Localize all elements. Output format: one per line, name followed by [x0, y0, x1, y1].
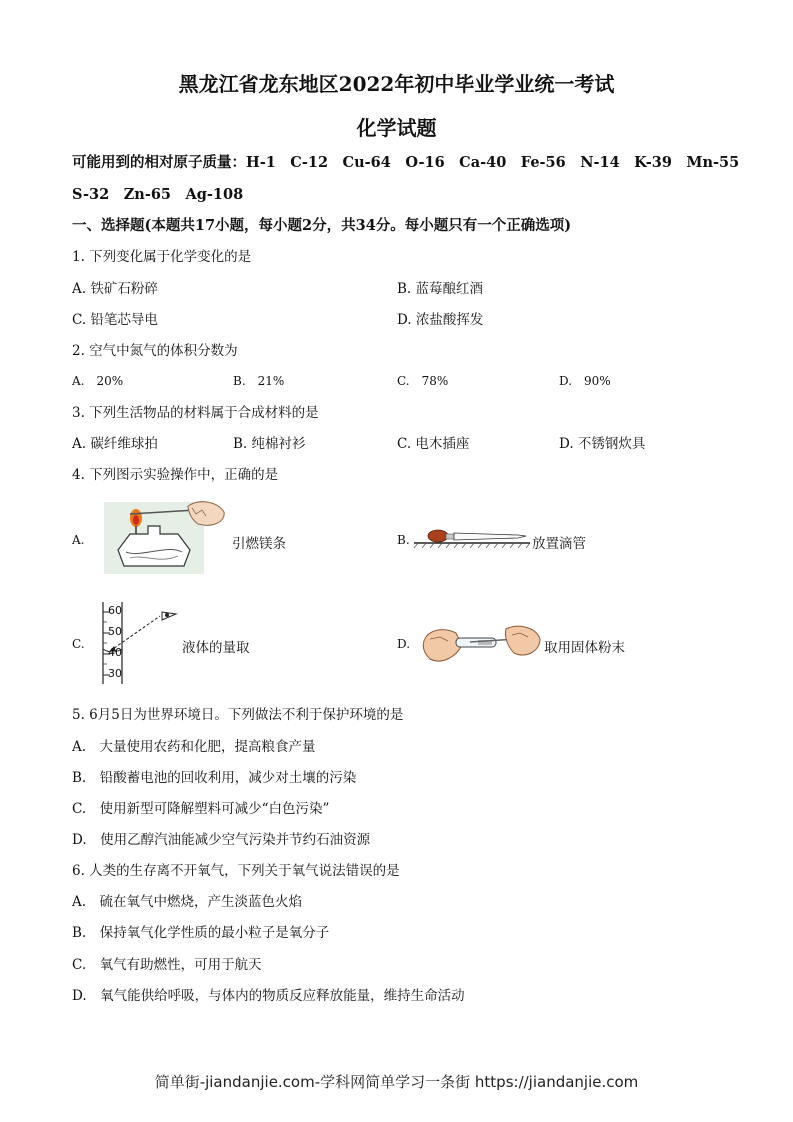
question-6-option-a: A. 硫在氧气中燃烧，产生淡蓝色火焰	[72, 894, 303, 910]
question-4-stem: 4. 下列图示实验操作中，正确的是	[72, 467, 279, 483]
atomic-masses-line1: 可能用到的相对原子质量：H-1 C-12 Cu-64 O-16 Ca-40 Fe-56 N-14 K-39 Mn-55	[72, 154, 740, 171]
exam-subtitle: 化学试题	[356, 116, 437, 140]
question-5-option-c: C. 使用新型可降解塑料可减少“白色污染”	[72, 801, 330, 817]
dropper-placement-figure	[414, 526, 530, 548]
question-3-option-b: B. 纯棉衬衫	[233, 436, 306, 452]
question-3-option-d: D. 不锈钢炊具	[559, 436, 646, 452]
question-4-option-a-letter: A.	[72, 533, 85, 547]
question-4-option-b-letter: B.	[397, 533, 410, 547]
cylinder-tick-30: 30	[108, 667, 122, 680]
question-4-option-c-caption: 液体的量取	[182, 640, 250, 656]
powder-transfer-figure	[422, 621, 542, 667]
cylinder-tick-40: 40	[108, 646, 122, 659]
question-3-option-c: C. 电木插座	[397, 436, 470, 452]
question-4-option-d-caption: 取用固体粉末	[544, 640, 625, 656]
question-1-option-b: B. 蓝莓酿红酒	[397, 281, 484, 297]
question-1-stem: 1. 下列变化属于化学变化的是	[72, 249, 252, 265]
question-5-option-a: A. 大量使用农药和化肥，提高粮食产量	[72, 739, 316, 755]
question-3-option-a: A. 碳纤维球拍	[72, 436, 158, 452]
page-footer: 简单街-jiandanjie.com-学科网简单学习一条街 https://jiandanjie.com	[154, 1073, 639, 1091]
question-4-option-b-caption: 放置滴管	[532, 536, 586, 552]
question-5-option-b: B. 铅酸蓄电池的回收利用，减少对土壤的污染	[72, 770, 357, 786]
section-header: 一、选择题(本题共17小题，每小题2分，共34分。每小题只有一个正确选项)	[72, 217, 572, 234]
cylinder-tick-50: 50	[108, 625, 122, 638]
question-2-option-b: B. 21%	[233, 374, 285, 388]
question-6-stem: 6. 人类的生存离不开氧气，下列关于氧气说法错误的是	[72, 863, 400, 879]
magnesium-ignition-figure	[100, 498, 230, 576]
question-1-option-d: D. 浓盐酸挥发	[397, 312, 484, 328]
question-2-option-c: C. 78%	[397, 374, 449, 388]
question-4-option-a-caption: 引燃镁条	[232, 536, 286, 552]
exam-title: 黑龙江省龙东地区2022年初中毕业学业统一考试	[178, 72, 615, 96]
question-6-option-d: D. 氧气能供给呼吸，与体内的物质反应释放能量，维持生命活动	[72, 988, 465, 1004]
question-1-option-c: C. 铅笔芯导电	[72, 312, 158, 328]
question-6-option-b: B. 保持氧气化学性质的最小粒子是氧分子	[72, 925, 330, 941]
cylinder-tick-60: 60	[108, 604, 122, 617]
question-6-option-c: C. 氧气有助燃性，可用于航天	[72, 957, 262, 973]
question-2-option-a: A. 20%	[72, 374, 124, 388]
question-4-option-c-letter: C.	[72, 637, 85, 651]
question-4-option-d-letter: D.	[397, 637, 411, 651]
question-5-stem: 5. 6月5日为世界环境日。下列做法不利于保护环境的是	[72, 707, 404, 723]
question-1-option-a: A. 铁矿石粉碎	[72, 281, 158, 297]
question-2-stem: 2. 空气中氮气的体积分数为	[72, 343, 238, 359]
question-3-stem: 3. 下列生活物品的材料属于合成材料的是	[72, 405, 319, 421]
question-5-option-d: D. 使用乙醇汽油能减少空气污染并节约石油资源	[72, 832, 371, 848]
atomic-masses-line2: S-32 Zn-65 Ag-108	[72, 186, 244, 203]
question-2-option-d: D. 90%	[559, 374, 611, 388]
